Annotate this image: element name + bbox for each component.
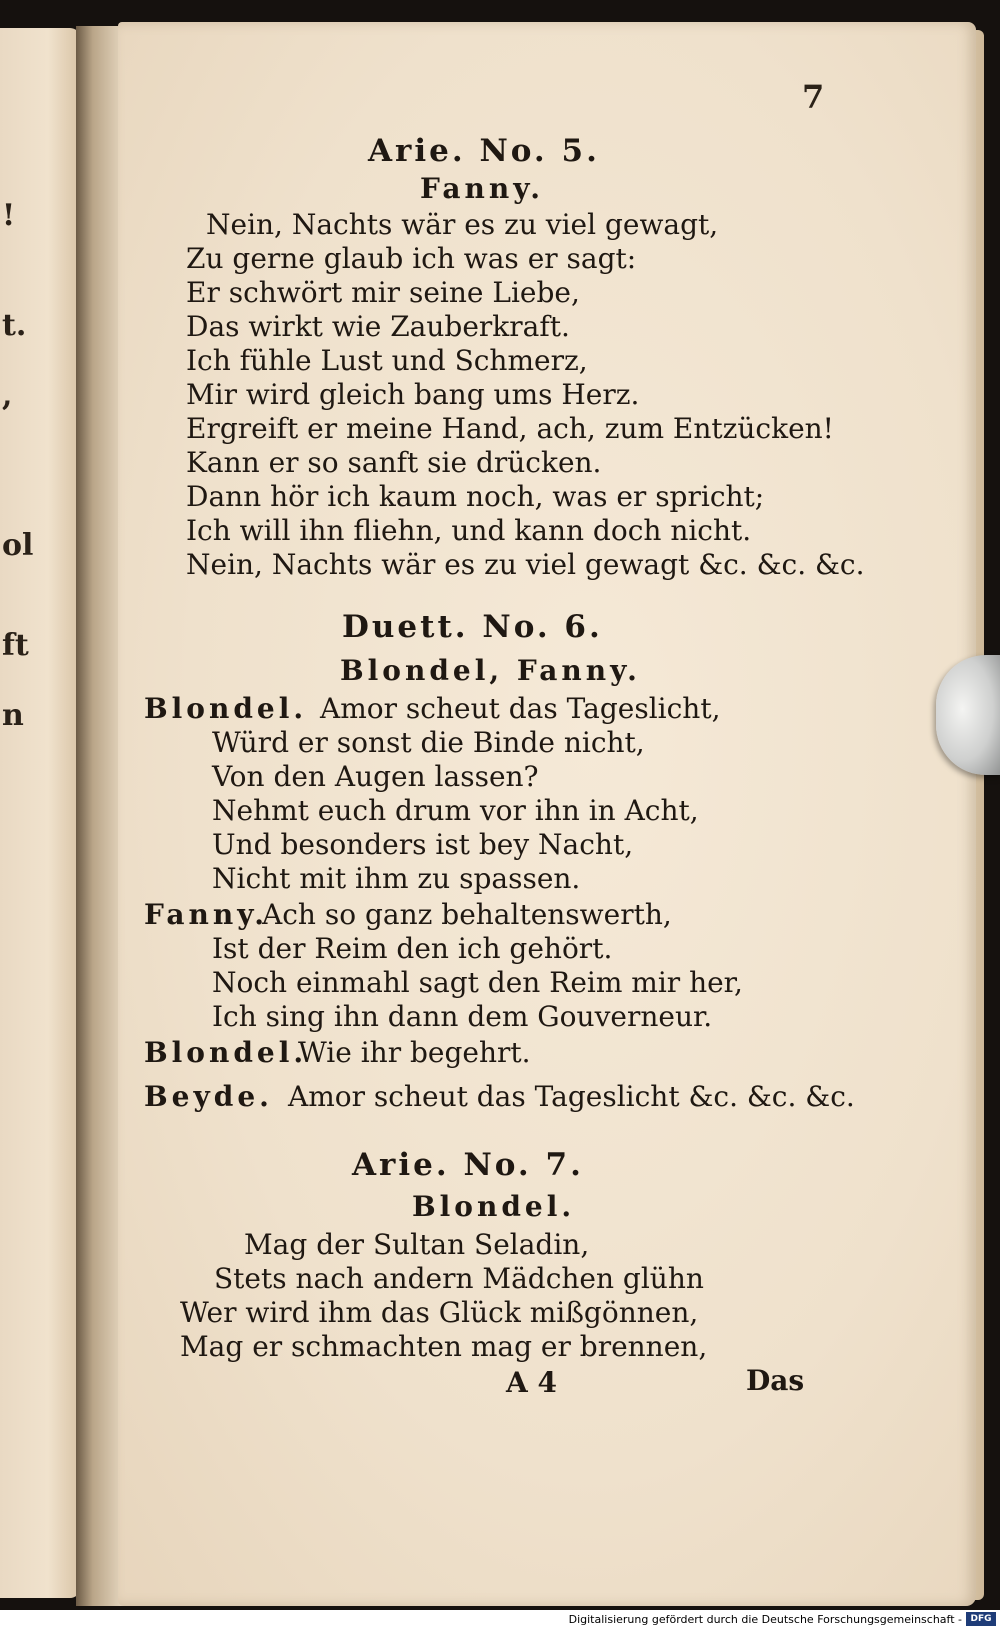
duet-6-speaker-label: Blondel.: [144, 692, 308, 725]
aria-7-speaker: Blondel.: [412, 1190, 576, 1223]
duet-6-speaker-label: Fanny.: [144, 898, 269, 931]
aria-5-line: Das wirkt wie Zauberkraft.: [186, 310, 570, 343]
left-page-fragment: n: [2, 698, 24, 733]
aria-7-line: Mag der Sultan Seladin,: [244, 1228, 590, 1261]
aria-5-line: Zu gerne glaub ich was er sagt:: [186, 242, 637, 275]
aria-5-line: Er schwört mir seine Liebe,: [186, 276, 580, 309]
duet-6-speaker-label: Beyde.: [144, 1080, 273, 1113]
signature-mark: A 4: [506, 1366, 557, 1399]
left-page-fragment: ft: [2, 628, 29, 663]
aria-5-line: Kann er so sanft sie drücken.: [186, 446, 602, 479]
book-gutter: [76, 26, 124, 1606]
duet-6-speakers: Blondel, Fanny.: [340, 654, 641, 687]
aria-5-line: Mir wird gleich bang ums Herz.: [186, 378, 640, 411]
aria-5-title: Arie. No. 5.: [368, 133, 600, 169]
duet-6-line: Nehmt euch drum vor ihn in Acht,: [212, 794, 699, 827]
duet-6-line: Ich sing ihn dann dem Gouverneur.: [212, 1000, 713, 1033]
duet-6-line: Ist der Reim den ich gehört.: [212, 932, 613, 965]
funding-note: Digitalisierung gefördert durch die Deutsche Forschungsgemeinschaft -: [568, 1613, 962, 1626]
aria-7-title: Arie. No. 7.: [352, 1147, 584, 1183]
aria-7-line: Stets nach andern Mädchen glühn: [214, 1262, 704, 1295]
duet-6-line: Amor scheut das Tageslicht &c. &c. &c.: [288, 1080, 855, 1113]
left-page-fragment: ol: [2, 528, 34, 563]
duet-6-line: Wie ihr begehrt.: [298, 1036, 531, 1069]
aria-5-line: Dann hör ich kaum noch, was er spricht;: [186, 480, 765, 513]
left-page-edge: [0, 28, 80, 1598]
aria-7-line: Mag er schmachten mag er brennen,: [180, 1330, 708, 1363]
left-page-fragment: ,: [2, 378, 13, 413]
duet-6-line: Noch einmahl sagt den Reim mir her,: [212, 966, 743, 999]
dfg-logo: DFG: [966, 1612, 996, 1626]
duet-6-speaker-label: Blondel.: [144, 1036, 308, 1069]
aria-5-line: Nein, Nachts wär es zu viel gewagt &c. &c. &c.: [186, 548, 865, 581]
aria-5-speaker: Fanny.: [420, 172, 545, 205]
duet-6-line: Von den Augen lassen?: [212, 760, 539, 793]
aria-5-line: Ich fühle Lust und Schmerz,: [186, 344, 588, 377]
duet-6-title: Duett. No. 6.: [342, 609, 603, 645]
left-page-fragment: t.: [2, 308, 27, 343]
aria-5-line: Ergreift er meine Hand, ach, zum Entzücken!: [186, 412, 834, 445]
duet-6-line: Ach so ganz behaltenswerth,: [262, 898, 672, 931]
catchword: Das: [746, 1364, 805, 1397]
left-page-fragment: !: [2, 198, 16, 233]
duet-6-line: Amor scheut das Tageslicht,: [320, 692, 721, 725]
duet-6-line: Nicht mit ihm zu spassen.: [212, 862, 581, 895]
duet-6-line: Würd er sonst die Binde nicht,: [212, 726, 645, 759]
aria-5-line: Nein, Nachts wär es zu viel gewagt,: [206, 208, 719, 241]
duet-6-line: Und besonders ist bey Nacht,: [212, 828, 634, 861]
aria-5-line: Ich will ihn fliehn, und kann doch nicht.: [186, 514, 752, 547]
page-number: 7: [802, 78, 825, 116]
aria-7-line: Wer wird ihm das Glück mißgönnen,: [180, 1296, 699, 1329]
